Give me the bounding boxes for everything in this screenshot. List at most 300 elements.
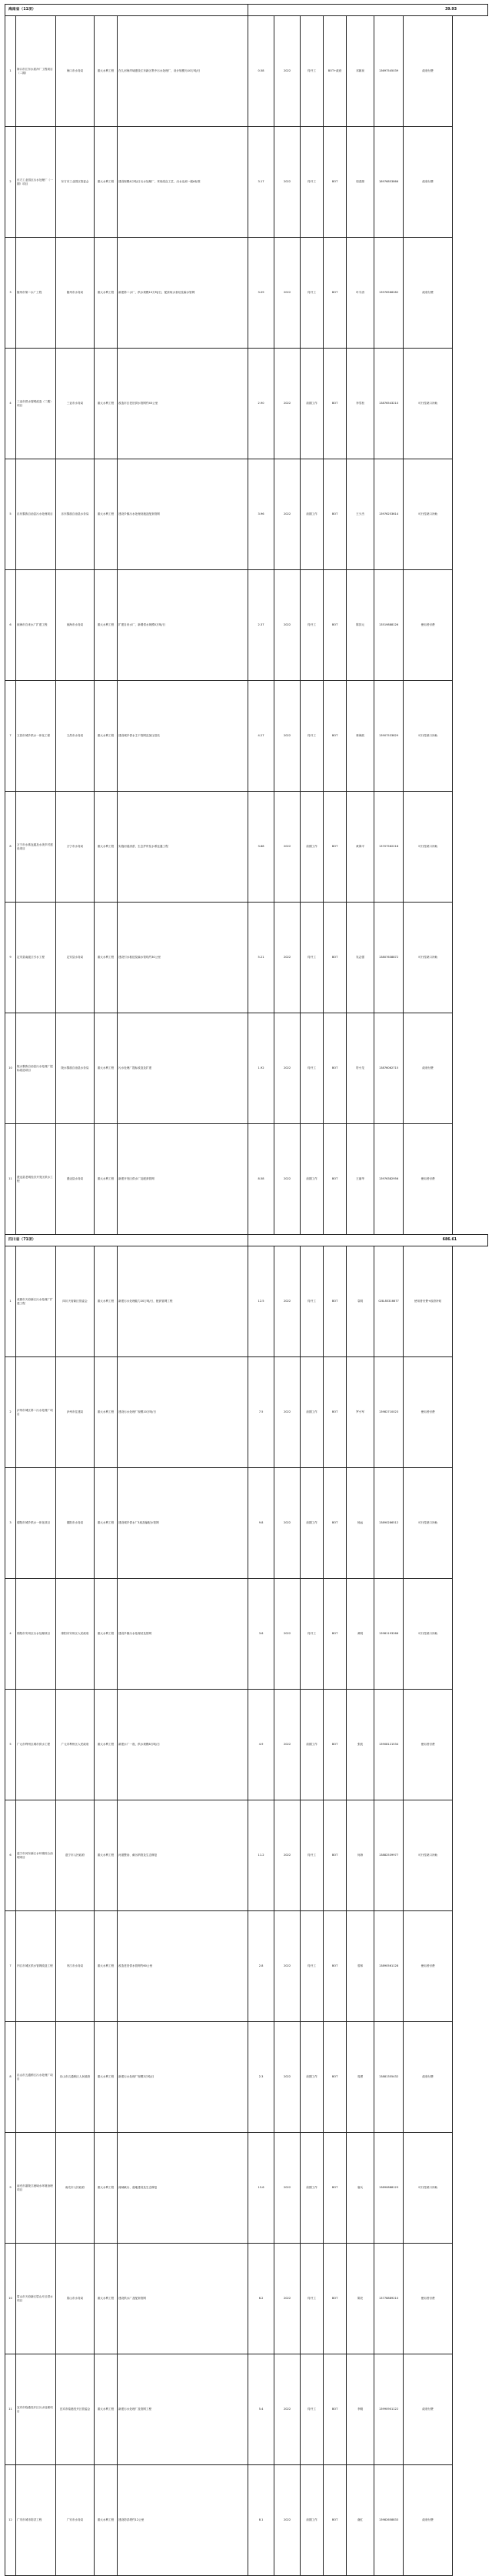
cell-mode: BOT [324, 1468, 347, 1579]
cell-mode: BOT [324, 1013, 347, 1124]
cell-type: 重大水利工程 [95, 1124, 118, 1235]
cell-yr: 2022 [274, 2244, 301, 2354]
cell-content: 扩建自来水厂，新增供水规模5万吨/日 [118, 570, 248, 681]
cell-unit: 乐山市五通桥区人民政府 [56, 2022, 95, 2133]
cell-stage: 前期工作 [301, 459, 324, 570]
cell-yr: 2022 [274, 459, 301, 570]
row-index: 5 [5, 1690, 16, 1800]
cell-inv: 3.17 [248, 127, 274, 238]
cell-type: 重大水利工程 [95, 2354, 118, 2465]
cell-name: 内江市城区供水管网改造工程 [16, 1911, 56, 2022]
cell-inv: 5.4 [248, 2354, 274, 2465]
cell-content: 改造老旧供水管网约60公里 [118, 1911, 248, 2022]
cell-resp: 邓颖泉 [347, 16, 374, 127]
cell-resp: 吴志强 [347, 903, 374, 1013]
cell-type: 重大水利工程 [95, 127, 118, 238]
table-row [5, 1800, 488, 1911]
cell-note: 政府付费 [404, 127, 453, 238]
cell-tel: 13982658833 [374, 2465, 404, 2576]
cell-stage: 待开工 [301, 127, 324, 238]
cell-mode: BOT [324, 1124, 347, 1235]
row-index: 11 [5, 1124, 16, 1235]
cell-inv: 3.6 [248, 1579, 274, 1690]
cell-mode: BOT [324, 2244, 347, 2354]
cell-mode: BOT [324, 681, 347, 792]
cell-mode: BOT [324, 127, 347, 238]
cell-note: 使用者付费 [404, 2244, 453, 2354]
cell-tel: 13778889210 [374, 2244, 404, 2354]
cell-inv: 8.1 [248, 2465, 274, 2576]
cell-mode: BOT [324, 2022, 347, 2133]
cell-unit: 陵水黎族自治县水务局 [56, 1013, 95, 1124]
cell-yr: 2022 [274, 1013, 301, 1124]
cell-stage: 待开工 [301, 16, 324, 127]
section-total: 686.61 [248, 1235, 488, 1246]
project-list-table [5, 4, 488, 2576]
cell-note: 可行性缺口补助 [404, 681, 453, 792]
table-row [5, 1690, 488, 1800]
section-total: 39.93 [248, 5, 488, 16]
cell-stage: 待开工 [301, 2244, 324, 2354]
cell-unit: 绵阳市安州区人民政府 [56, 1579, 95, 1690]
cell-name: 琼海市自来水厂扩建工程 [16, 570, 56, 681]
cell-name: 乐山市五通桥区污水处理厂项目 [16, 2022, 56, 2133]
cell-yr: 2022 [274, 1246, 301, 1357]
cell-yr: 2022 [274, 16, 301, 127]
cell-note: 政府付费 [404, 2465, 453, 2576]
cell-resp: 何涛 [347, 1800, 374, 1911]
row-index: 6 [5, 570, 16, 681]
cell-inv: 4.27 [248, 681, 274, 792]
cell-note: 可行性缺口补助 [404, 903, 453, 1013]
table-row [5, 2354, 488, 2465]
cell-name: 成都市天府新区污水处理厂扩建工程 [16, 1246, 56, 1357]
row-index: 7 [5, 681, 16, 792]
cell-stage: 前期工作 [301, 2133, 324, 2244]
cell-type: 重大水利工程 [95, 570, 118, 681]
cell-content: 建设城乡供水主干管网及加压泵站 [118, 681, 248, 792]
cell-unit: 澄迈县水务局 [56, 1124, 95, 1235]
cell-note: 使用者付费+政府补贴 [404, 1246, 453, 1357]
cell-note: 政府付费 [404, 1013, 453, 1124]
cell-type: 重大水利工程 [95, 238, 118, 349]
row-index: 1 [5, 1246, 16, 1357]
cell-inv: 2.8 [248, 1911, 274, 2022]
cell-stage: 待开工 [301, 1800, 324, 1911]
row-index: 5 [5, 459, 16, 570]
cell-yr: 2022 [274, 1124, 301, 1235]
cell-note: 政府付费 [404, 16, 453, 127]
cell-note: 使用者付费 [404, 570, 453, 681]
cell-tel: 13876543210 [374, 349, 404, 459]
cell-tel: 13990901122 [374, 2354, 404, 2465]
cell-stage: 待开工 [301, 1911, 324, 2022]
cell-inv: 5.21 [248, 903, 274, 1013]
cell-yr: 2022 [274, 2465, 301, 2576]
cell-resp: 杨远 [347, 1468, 374, 1579]
cell-yr: 2022 [274, 1579, 301, 1690]
cell-tel: 13890561128 [374, 1911, 404, 2022]
cell-type: 重大水利工程 [95, 1246, 118, 1357]
cell-unit: 内江市水务局 [56, 1911, 95, 2022]
cell-stage: 待开工 [301, 903, 324, 1013]
cell-tel: 13890888123 [374, 2133, 404, 2244]
cell-inv: 11.2 [248, 1800, 274, 1911]
section-title: 海南省（11项） [5, 5, 248, 16]
cell-unit: 乐东黎族自治县水务局 [56, 459, 95, 570]
cell-inv: 3.88 [248, 792, 274, 903]
cell-stage: 前期工作 [301, 2022, 324, 2133]
table-row [5, 2133, 488, 2244]
cell-resp: 周勇 [347, 2022, 374, 2133]
cell-unit: 琼海市水务局 [56, 570, 95, 681]
cell-unit: 广安市水务局 [56, 2465, 95, 2576]
cell-mode: BOT [324, 238, 347, 349]
cell-inv: 6.2 [248, 2244, 274, 2354]
cell-yr: 2022 [274, 238, 301, 349]
cell-unit: 儋州市水务局 [56, 238, 95, 349]
table-row [5, 1911, 488, 2022]
cell-tel: 13882539977 [374, 1800, 404, 1911]
table-row [5, 792, 488, 903]
table-row [5, 459, 488, 570]
cell-inv: 4.9 [248, 1690, 274, 1800]
cell-inv: 1.92 [248, 1013, 274, 1124]
project-table [5, 4, 487, 2571]
cell-mode: BOT [324, 1579, 347, 1690]
cell-mode: BOT [324, 792, 347, 903]
cell-resp: 李刚 [347, 2354, 374, 2465]
cell-tel: 13890286512 [374, 1468, 404, 1579]
cell-name: 定安县南渡江引水工程 [16, 903, 56, 1013]
cell-tel: 13881355432 [374, 2022, 404, 2133]
cell-note: 使用者付费 [404, 1690, 453, 1800]
cell-tel: 13697545039 [374, 16, 404, 127]
cell-mode: BOT [324, 349, 347, 459]
cell-stage: 待开工 [301, 2354, 324, 2465]
cell-resp: 王少杰 [347, 459, 374, 570]
cell-content: 改造市区老旧供水管网约45公里 [118, 349, 248, 459]
cell-tel: 13976382956 [374, 1124, 404, 1235]
cell-mode: BOT [324, 903, 347, 1013]
row-index: 8 [5, 2022, 16, 2133]
cell-content: 河道整治、截污纳管及生态修复 [118, 1800, 248, 1911]
cell-stage: 待开工 [301, 681, 324, 792]
row-index: 6 [5, 1800, 16, 1911]
row-index: 3 [5, 238, 16, 349]
cell-inv: 0.58 [248, 16, 274, 127]
cell-yr: 2022 [274, 570, 301, 681]
cell-name: 澄迈县老城经济开发区供水工程 [16, 1124, 56, 1235]
cell-resp: 黄明 [347, 1579, 374, 1690]
cell-unit: 万宁市水务局 [56, 792, 95, 903]
cell-content: 建设供水厂及配套管网 [118, 2244, 248, 2354]
cell-inv: 3.96 [248, 459, 274, 570]
cell-name: 万宁市水系连通及水美乡村建设项目 [16, 792, 56, 903]
cell-content: 新建第二水厂，供水规模10万吨/日，配套取水泵站及输水管网 [118, 238, 248, 349]
cell-tel: 028-85316677 [374, 1246, 404, 1357]
cell-inv: 2.37 [248, 570, 274, 681]
cell-name: 南充市嘉陵江流域水环境治理项目 [16, 2133, 56, 2244]
row-index: 9 [5, 903, 16, 1013]
row-index: 4 [5, 1579, 16, 1690]
cell-inv: 3.09 [248, 238, 274, 349]
cell-unit: 宜宾市临港经开区管委会 [56, 2354, 95, 2465]
cell-inv: 2.90 [248, 349, 274, 459]
row-index: 1 [5, 16, 16, 127]
cell-content: 新建水厂一座，供水规模6万吨/日 [118, 1690, 248, 1800]
cell-note: 可行性缺口补助 [404, 1800, 453, 1911]
cell-tel: 13519888126 [374, 570, 404, 681]
cell-content: 建设引水枢纽及输水管线约30公里 [118, 903, 248, 1013]
row-index: 10 [5, 2244, 16, 2354]
table-row [5, 2022, 488, 2133]
cell-note: 可行性缺口补助 [404, 459, 453, 570]
cell-tel: 13707562218 [374, 792, 404, 903]
cell-mode: BOT [324, 2465, 347, 2576]
cell-type: 重大水利工程 [95, 2465, 118, 2576]
cell-mode: BOT [324, 2354, 347, 2465]
cell-note: 政府付费 [404, 238, 453, 349]
table-row [5, 2244, 488, 2354]
cell-yr: 2022 [274, 792, 301, 903]
cell-name: 宜宾市临港经开区污水处理项目 [16, 2354, 56, 2465]
cell-resp: 叶宇清 [347, 238, 374, 349]
cell-name: 德阳市城乡供水一体化项目 [16, 1468, 56, 1579]
cell-tel: 13981193266 [374, 1579, 404, 1690]
cell-resp: 袁明 [347, 1246, 374, 1357]
row-index: 12 [5, 2465, 16, 2576]
cell-resp: 周清源 [347, 127, 374, 238]
cell-name: 泸州市城区第二污水处理厂项目 [16, 1357, 56, 1468]
cell-unit: 东方市工业园区管委会 [56, 127, 95, 238]
cell-type: 重大水利工程 [95, 1357, 118, 1468]
cell-resp: 张波 [347, 1690, 374, 1800]
cell-unit: 眉山市水务局 [56, 2244, 95, 2354]
cell-content: 实施河道清淤、生态护岸及水系连通工程 [118, 792, 248, 903]
cell-resp: 罗小军 [347, 1357, 374, 1468]
cell-unit: 文昌市水务局 [56, 681, 95, 792]
cell-note: 可行性缺口补助 [404, 792, 453, 903]
section-title: 四川省（71项） [5, 1235, 248, 1246]
cell-note: 政府付费 [404, 2022, 453, 2133]
cell-stage: 前期工作 [301, 1124, 324, 1235]
cell-mode: BOT [324, 1800, 347, 1911]
cell-yr: 2022 [274, 2354, 301, 2465]
cell-content: 建设规模4万吨/日污水处理厂，采用改良工艺，出水达到一级A标准 [118, 127, 248, 238]
cell-tel: 13976253614 [374, 459, 404, 570]
cell-tel: 13876062715 [374, 1013, 404, 1124]
row-index: 7 [5, 1911, 16, 2022]
section-header [5, 1235, 488, 1246]
cell-name: 眉山市天府新区眉山片区供水项目 [16, 2244, 56, 2354]
table-row [5, 1246, 488, 1357]
cell-name: 海口市江东水质净厂工程项目（二期） [16, 16, 56, 127]
cell-resp: 谢红 [347, 2465, 374, 2576]
cell-stage: 前期工作 [301, 1357, 324, 1468]
cell-content: 新建开发区供水厂及配套管网 [118, 1124, 248, 1235]
cell-type: 重大水利工程 [95, 1800, 118, 1911]
cell-stage: 待开工 [301, 1579, 324, 1690]
cell-tel: 13976566282 [374, 238, 404, 349]
row-index: 2 [5, 127, 16, 238]
cell-type: 重大水利工程 [95, 1013, 118, 1124]
cell-stage: 前期工作 [301, 1690, 324, 1800]
table-row [5, 2465, 488, 2576]
cell-yr: 2022 [274, 1800, 301, 1911]
cell-name: 陵水黎族自治县污水处理厂提标改造项目 [16, 1013, 56, 1124]
cell-yr: 2022 [274, 2022, 301, 2133]
cell-name: 文昌市城乡供水一体化工程 [16, 681, 56, 792]
cell-yr: 2022 [274, 1690, 301, 1800]
cell-note: 可行性缺口补助 [404, 2133, 453, 2244]
cell-resp: 林海波 [347, 681, 374, 792]
cell-type: 重大水利工程 [95, 792, 118, 903]
cell-name: 东方工业园区污水处理厂（一期）项目 [16, 127, 56, 238]
cell-mode: BOT [324, 459, 347, 570]
cell-name: 三亚市供水管网改造（二期）项目 [16, 349, 56, 459]
cell-yr: 2022 [274, 1357, 301, 1468]
cell-content: 建设城乡供水厂3座及输配水管网 [118, 1468, 248, 1579]
cell-type: 重大水利工程 [95, 349, 118, 459]
cell-yr: 2022 [274, 903, 301, 1013]
cell-resp: 王丽华 [347, 1124, 374, 1235]
table-row [5, 16, 488, 127]
cell-stage: 待开工 [301, 570, 324, 681]
cell-tel: 13908121534 [374, 1690, 404, 1800]
cell-type: 重大水利工程 [95, 1468, 118, 1579]
cell-type: 重大水利工程 [95, 681, 118, 792]
cell-resp: 符小龙 [347, 1013, 374, 1124]
cell-unit: 德阳市水务局 [56, 1468, 95, 1579]
cell-mode: BOT [324, 1690, 347, 1800]
cell-unit: 广元市利州区人民政府 [56, 1690, 95, 1800]
cell-note: 使用者付费 [404, 1124, 453, 1235]
cell-mode: BOT [324, 1246, 347, 1357]
cell-name: 乐东黎族自治县污水处理项目 [16, 459, 56, 570]
cell-type: 重大水利工程 [95, 2244, 118, 2354]
cell-type: 重大水利工程 [95, 2022, 118, 2133]
cell-content: 新建污水处理厂规模3万吨/日 [118, 2022, 248, 2133]
table-row [5, 1579, 488, 1690]
cell-unit: 南充市人民政府 [56, 2133, 95, 2244]
cell-yr: 2022 [274, 681, 301, 792]
cell-tel: 18976853866 [374, 127, 404, 238]
cell-type: 重大水利工程 [95, 459, 118, 570]
cell-unit: 海口市水务局 [56, 16, 95, 127]
row-index: 9 [5, 2133, 16, 2244]
row-index: 10 [5, 1013, 16, 1124]
cell-unit: 四川天府新区管委会 [56, 1246, 95, 1357]
cell-mode: BOT [324, 1911, 347, 2022]
cell-resp: 陈其元 [347, 570, 374, 681]
cell-yr: 2022 [274, 1468, 301, 1579]
cell-tel: 13982710023 [374, 1357, 404, 1468]
table-row [5, 238, 488, 349]
cell-type: 重大水利工程 [95, 1579, 118, 1690]
table-row [5, 127, 488, 238]
cell-yr: 2022 [274, 2133, 301, 2244]
cell-tel: 13907533829 [374, 681, 404, 792]
cell-inv: 12.5 [248, 1246, 274, 1357]
cell-mode: BOT [324, 1357, 347, 1468]
cell-inv: 2.3 [248, 2022, 274, 2133]
cell-note: 使用者付费 [404, 1911, 453, 2022]
cell-content: 流域截污、湿地建设及生态修复 [118, 2133, 248, 2244]
cell-type: 重大水利工程 [95, 1911, 118, 2022]
cell-type: 重大水利工程 [95, 2133, 118, 2244]
row-index: 4 [5, 349, 16, 459]
table-row [5, 903, 488, 1013]
cell-content: 新建污水处理厂及管网工程 [118, 2354, 248, 2465]
cell-note: 政府付费 [404, 2354, 453, 2465]
table-row [5, 1357, 488, 1468]
cell-resp: 陈亮 [347, 2244, 374, 2354]
cell-type: 重大水利工程 [95, 16, 118, 127]
section-header [5, 5, 488, 16]
cell-content: 污水处理厂提标改造及扩建 [118, 1013, 248, 1124]
cell-inv: 7.5 [248, 1357, 274, 1468]
cell-content: 建设乡镇污水处理设施及配套管网 [118, 459, 248, 570]
cell-note: 可行性缺口补助 [404, 1468, 453, 1579]
cell-name: 广安市城市防洪工程 [16, 2465, 56, 2576]
row-index: 11 [5, 2354, 16, 2465]
cell-name: 遂宁市河东新区水环境综合治理项目 [16, 1800, 56, 1911]
cell-content: 在儿河海岸域建设江东新区集中污水处理厂，设计规模为10万吨/日 [118, 16, 248, 127]
cell-note: 可行性缺口补助 [404, 349, 453, 459]
cell-resp: 曾林 [347, 1911, 374, 2022]
cell-mode: BOT+政府 [324, 16, 347, 127]
cell-stage: 待开工 [301, 1013, 324, 1124]
cell-mode: BOT [324, 570, 347, 681]
cell-unit: 定安县水务局 [56, 903, 95, 1013]
cell-content: 建设防洪堤约12公里 [118, 2465, 248, 2576]
table-row [5, 349, 488, 459]
table-row [5, 1468, 488, 1579]
cell-unit: 三亚市水务局 [56, 349, 95, 459]
cell-name: 绵阳市安州区污水处理项目 [16, 1579, 56, 1690]
cell-inv: 9.8 [248, 1468, 274, 1579]
table-row [5, 681, 488, 792]
cell-unit: 泸州市住建局 [56, 1357, 95, 1468]
table-row [5, 1013, 488, 1124]
cell-stage: 前期工作 [301, 349, 324, 459]
cell-name: 广元市利州区城市供水工程 [16, 1690, 56, 1800]
cell-resp: 唐兵 [347, 2133, 374, 2244]
cell-resp: 黄海平 [347, 792, 374, 903]
cell-content: 建设污水处理厂规模10万吨/日 [118, 1357, 248, 1468]
cell-resp: 李雪松 [347, 349, 374, 459]
table-row [5, 1124, 488, 1235]
cell-note: 使用者付费 [404, 1357, 453, 1468]
cell-inv: 15.6 [248, 2133, 274, 2244]
cell-type: 重大水利工程 [95, 903, 118, 1013]
row-index: 8 [5, 792, 16, 903]
cell-note: 可行性缺口补助 [404, 1579, 453, 1690]
row-index: 3 [5, 1468, 16, 1579]
cell-mode: BOT [324, 2133, 347, 2244]
cell-tel: 13807638872 [374, 903, 404, 1013]
cell-stage: 待开工 [301, 238, 324, 349]
cell-stage: 前期工作 [301, 1468, 324, 1579]
cell-content: 新建污水处理能力20万吨/日，配套管网工程 [118, 1246, 248, 1357]
cell-yr: 2022 [274, 349, 301, 459]
cell-type: 重大水利工程 [95, 1690, 118, 1800]
cell-unit: 遂宁市人民政府 [56, 1800, 95, 1911]
cell-inv: 8.58 [248, 1124, 274, 1235]
cell-yr: 2022 [274, 1911, 301, 2022]
row-index: 2 [5, 1357, 16, 1468]
